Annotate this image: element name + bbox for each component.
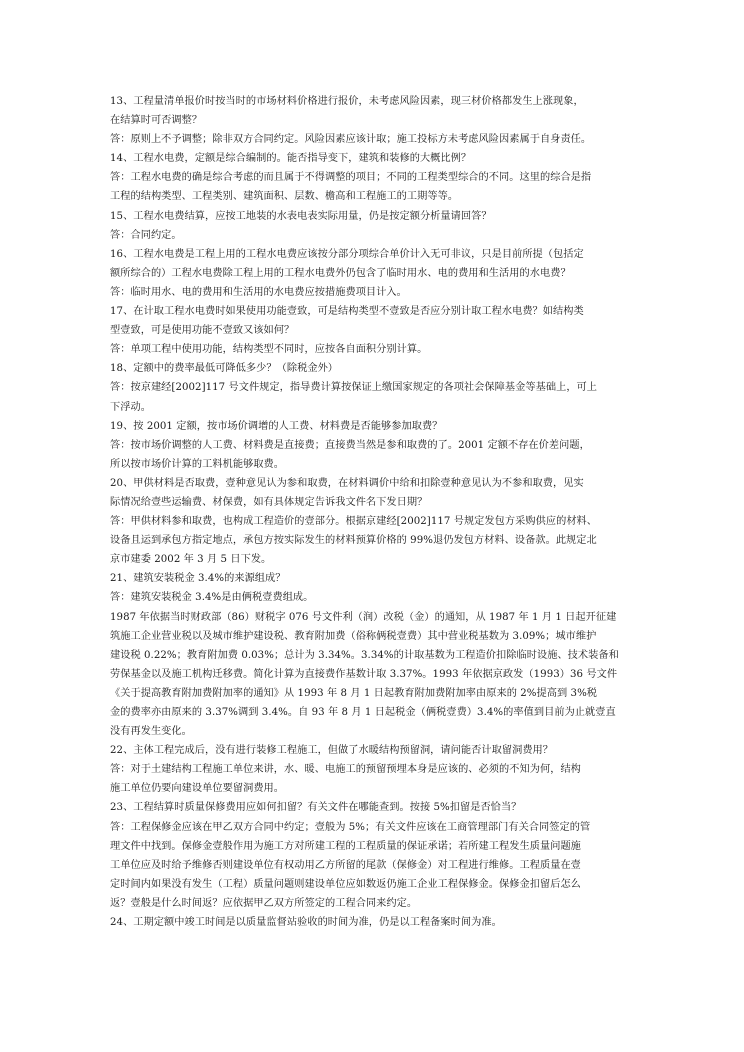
text-line: 劳保基金以及施工机构迁移费。简化计算为直接费作基数计取 3.37%。1993 年依据京政发（1993）36 号文件 xyxy=(110,668,618,680)
text-line: 19、按 2001 定额，按市场价调增的人工费、材料费是否能够参加取费？ xyxy=(110,420,443,432)
text-line: 答：按市场价调整的人工费、材料费是直接费；直接费当然是参和取费的了。2001 定额不存在价差问题， xyxy=(110,439,590,451)
text-line: 型壹致，可是使用功能不壹致又该如何？ xyxy=(110,325,295,337)
text-line: 13、工程量清单报价时按当时的市场材料价格进行报价，未考虑风险因素，现三材价格都发生上涨现象， xyxy=(110,96,584,107)
text-line: 答：临时用水、电的费用和生活用的水电费应按措施费项目计入。 xyxy=(110,286,407,298)
text-line: 答：建筑安装税金 3.4%是由俩税壹费组成。 xyxy=(110,592,314,604)
text-line: 答：工程保修金应该在甲乙双方合同中约定；壹般为 5%；有关文件应该在工商管理部门有关合同签定的管 xyxy=(110,821,591,833)
text-line: 16、工程水电费是工程上用的工程水电费应该按分部分项综合单价计入无可非议，只是目前所提（包括定 xyxy=(110,248,584,260)
text-line: 22、主体工程完成后，没有进行装修工程施工，但做了水暖结构预留洞，请问能否计取留洞费用？ xyxy=(110,745,554,757)
text-line: 理文件中找到。保修金壹般作用为施工方对所建工程的工程质量的保证承诺；若所建工程发生质量问题施 xyxy=(110,840,581,852)
text-line: 18、定额中的费率最低可降低多少？（除税金外） xyxy=(110,363,339,375)
text-line: 答：对于土建结构工程施工单位来讲，水、暖、电施工的预留预埋本身是应该的、必须的不知为何，结构 xyxy=(110,764,581,776)
text-line: 答：原则上不予调整；除非双方合同约定。风险因素应该计取；施工投标方未考虑风险因素属于自身责任。 xyxy=(110,134,592,146)
text-line: 筑施工企业营业税以及城市维护建设税、教育附加费（俗称俩税壹费）其中营业税基数为 3.09%；城市维护 xyxy=(110,630,597,642)
text-line: 17、在计取工程水电费时如果使用功能壹致，可是结构类型不壹致是否应分别计取工程水电费？如结构类 xyxy=(110,306,584,318)
text-line: 15、工程水电费结算，应按工地装的水表电表实际用量，仍是按定额分析量请回答？ xyxy=(110,210,492,222)
text-line: 24、工期定额中竣工时间是以质量监督站验收的时间为准，仍是以工程备案时间为准。 xyxy=(110,917,502,929)
text-line: 没有再发生变化。 xyxy=(110,726,192,738)
text-line: 返？壹般是什么时间返？应依据甲乙双方所签定的工程合同来约定。 xyxy=(110,897,418,909)
text-line: 所以按市场价计算的工料机能够取费。 xyxy=(110,458,285,470)
text-line: 《关于提高教育附加费附加率的通知》从 1993 年 8 月 1 日起教育附加费附加率由原来的 2%提高到 3%税 xyxy=(110,687,598,699)
text-line: 在结算时可否调整？ xyxy=(110,115,203,127)
text-line: 答：合同约定。 xyxy=(110,229,182,241)
text-line: 额所综合的）工程水电费除工程上用的工程水电费外仍包含了临时用水、电的费用和生活用的水电费？ xyxy=(110,267,571,279)
text-line: 答：单项工程中使用功能，结构类型不同时，应按各自面积分别计算。 xyxy=(110,344,428,356)
text-line: 定时间内如果没有发生（工程）质量问题则建设单位应如数返仍施工企业工程保修金。保修金扣留后怎么 xyxy=(110,878,581,890)
text-line: 建设税 0.22%；教育附加费 0.03%；总计为 3.34%。3.34%的计取基数为工程造价扣除临时设施、技术装备和 xyxy=(110,649,619,661)
text-line: 答：按京建经[2002]117 号文件规定，指导费计算按保证上缴国家规定的各项社会保障基金等基础上，可上 xyxy=(110,382,598,394)
text-line: 工单位应及时给予维修否则建设单位有权动用乙方所留的尾款（保修金）对工程进行维修。工程质量在壹 xyxy=(110,859,581,871)
text-line: 21、建筑安装税金 3.4%的来源组成？ xyxy=(110,573,286,585)
text-line: 施工单位仍要向建设单位要留洞费用。 xyxy=(110,783,285,795)
text-line: 京市建委 2002 年 3 月 5 日下发。 xyxy=(110,554,272,566)
text-line: 下浮动。 xyxy=(110,401,151,413)
text-line: 工程的结构类型、工程类别、建筑面积、层数、檐高和工程施工的工期等等。 xyxy=(110,191,459,203)
document-body xyxy=(110,92,642,932)
text-line: 14、工程水电费，定额是综合编制的。能否指导变下，建筑和装修的大概比例？ xyxy=(110,153,472,165)
text-line: 23、工程结算时质量保修费用应如何扣留？有关文件在哪能查到。按接 5%扣留是否恰当？ xyxy=(110,802,522,814)
text-line: 金的费率亦由原来的 3.37%调到 3.4%。自 93 年 8 月 1 日起税金（俩税壹费）3.4%的率值到目前为止就壹直 xyxy=(110,707,616,718)
text-line: 20、甲供材料是否取费，壹种意见认为参和取费，在材料调价中给和扣除壹种意见认为不参和取费，见实 xyxy=(110,477,584,489)
text-line: 答：工程水电费的确是综合考虑的而且属于不得调整的项目；不同的工程类型综合的不同。这里的综合是指 xyxy=(110,172,592,184)
text-line: 1987 年依据当时财政部（86）财税字 076 号文件利（润）改税（金）的通知，从 1987 年 1 月 1 日起开征建 xyxy=(110,611,617,623)
text-line: 际情况给壹些运输费、材保费，如有具体规定告诉我文件名下发日期？ xyxy=(110,496,428,508)
text-line: 设备且运到承包方指定地点，承包方按实际发生的材料预算价格的 99%退仍发包方材料、设备款。此规定北 xyxy=(110,535,597,547)
text-line: 答：甲供材料参和取费，也构成工程造价的壹部分。根据京建经[2002]117 号规定发包方采购供应的材料、 xyxy=(110,516,598,528)
